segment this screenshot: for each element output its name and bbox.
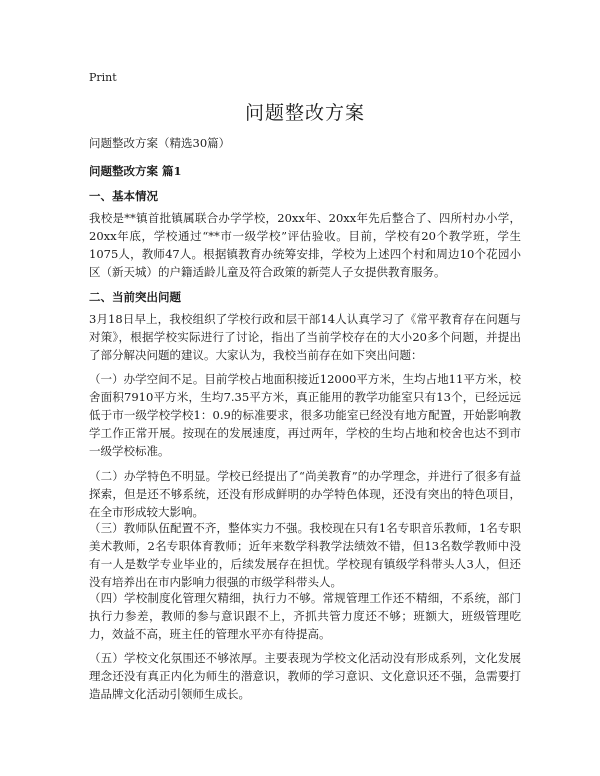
- issue-paragraph-2: （二）办学特色不明显。学校已经提出了“尚美教育”的办学理念，并进行了很多有益探索，但是还不够系统，还没有形成鲜明的办学特色体现，还没有突出的特色项目，在全市形成较大影响。: [89, 469, 521, 519]
- section-1-title: 一、基本情况: [89, 189, 158, 203]
- article-heading: 问题整改方案 篇1: [89, 164, 182, 178]
- issue-paragraph-5: （五）学校文化氛围还不够浓厚。主要表现为学校文化活动没有形成系列，文化发展理念还没有真正内化为师生的潜意识，教师的学习意识、文化意识还不强，急需要打造品牌文化活动引领师生成长。: [89, 651, 521, 701]
- print-label: Print: [89, 71, 117, 84]
- document-subtitle: 问题整改方案（精选30篇）: [89, 136, 231, 150]
- section-2-title: 二、当前突出问题: [89, 290, 181, 304]
- section-2-intro: 3月18日早上，我校组织了学校行政和层干部14人认真学习了《常平教育存在问题与对策》，根据学校实际进行了讨论，指出了当前学校存在的大小20多个问题，并提出了部分解决问题的建议。大家认为，我校当前存在如下突出问题：: [89, 312, 521, 362]
- issue-paragraph-3: （三）教师队伍配置不齐，整体实力不强。我校现在只有1名专职音乐教师，1名专职美术教师，2名专职体育教师；近年来数学科教学法绩效不错，但13名数学教师中没有一人是数学专业毕业的，后续发展存在担忧。学校现有镇级学科带头人3人，但还没有培养出在市内影响力很强的市级学科带头人。: [89, 521, 521, 589]
- issue-paragraph-4: （四）学校制度化管理欠精细，执行力不够。常规管理工作还不精细，不系统，部门执行力参差，教师的参与意识跟不上，齐抓共管力度还不够；班额大，班级管理吃力，效益不高，班主任的管理水平亦有待提高。: [89, 591, 521, 641]
- document-title: 问题整改方案: [244, 102, 365, 124]
- section-1-paragraph: 我校是**镇首批镇属联合办学学校，20xx年、20xx年先后整合了、四所村办小学，20xx年底，学校通过“**市一级学校”评估验收。目前，学校有20个教学班，学生1075人，教师47人。根据镇教育办统筹安排，学校为上述四个村和周边10个花园小区（新天城）的户籍适龄儿童及符合政策的新莞人子女提供教育服务。: [89, 211, 521, 279]
- issue-paragraph-1: （一）办学空间不足。目前学校占地面积接近12000平方米，生均占地11平方米，校舍面积7910平方米，生均7.35平方米，真正能用的教学功能室只有13个，已经远远低于市一级学校学校1：0.9的标准要求，很多功能室已经没有地方配置，开始影响教学工作正常开展。按现在的发展速度，再过两年，学校的生均占地和校舍也达不到市一级学校标准。: [89, 372, 521, 458]
